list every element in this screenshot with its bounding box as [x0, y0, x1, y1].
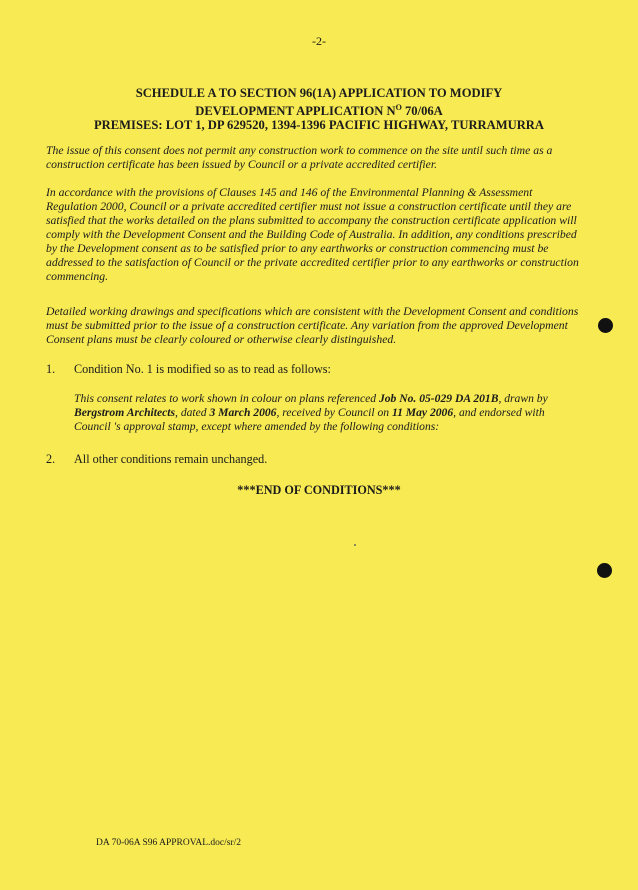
architect-name: Bergstrom Architects [74, 406, 176, 419]
item-number: 1. [46, 362, 56, 376]
paragraph-drawings: Detailed working drawings and specifications which are consistent with the Development Consent and conditions must be submitted prior to the issue of a construction certificate. Any variation from the approved Development Consent plans must be clearly coloured or otherwise clearly distinguished. [46, 305, 579, 346]
received-date: 11 May 2006 [391, 406, 454, 419]
page-number: -2- [312, 34, 326, 48]
job-number: Job No. 05-029 DA 201B [378, 392, 499, 405]
end-of-conditions: ***END OF CONDITIONS*** [237, 483, 401, 497]
item-number: 2. [46, 452, 56, 466]
document-footer: DA 70-06A S96 APPROVAL.doc/sr/2 [96, 838, 241, 848]
paragraph-construction-notice: The issue of this consent does not permit any construction work to commence on the site until such time as a construction certificate has been issued by Council or a private accredited certifier. [46, 144, 553, 171]
title-line-3: PREMISES: LOT 1, DP 629520, 1394-1396 PACIFIC HIGHWAY, TURRAMURRA [93, 118, 545, 132]
punch-hole-icon [597, 563, 612, 578]
plan-date: 3 March 2006 [209, 406, 277, 419]
punch-hole-icon [598, 318, 613, 333]
paragraph-regulation: In accordance with the provisions of Clauses 145 and 146 of the Environmental Planning & Assessment Regulation 2000, Council or a private accredited certifier must not issue a construction certificate until they are satisfied that the works detailed on the plans submitted to accompany the construction certificate application will comply with the Development Consent and the Building Code of Australia. In addition, any conditions prescribed by the Development consent as to be satisfied prior to any earthworks or construction commencing must be addressed to the satisfaction of Council or the private accredited certifier prior to any earthworks or construction commencing. [46, 186, 579, 283]
modified-condition-text: This consent relates to work shown in colour on plans referenced Job No. 05-029 DA 201B, drawn by Bergstrom Architects, dated 3 March 2006, received by Council on 11 May 2006, and endorsed with Council 's approval stamp, except where amended by the following conditions: [74, 392, 548, 433]
schedule-title [40, 86, 598, 133]
item-text: Condition No. 1 is modified so as to read as follows: [74, 362, 331, 376]
paper-speck [354, 544, 356, 546]
item-text: All other conditions remain unchanged. [74, 452, 268, 466]
title-line-2: DEVELOPMENT APPLICATION $N^O$ 70/06A [195, 102, 443, 118]
title-line-1: SCHEDULE A TO SECTION 96(1A) APPLICATION TO MODIFY [135, 86, 503, 100]
